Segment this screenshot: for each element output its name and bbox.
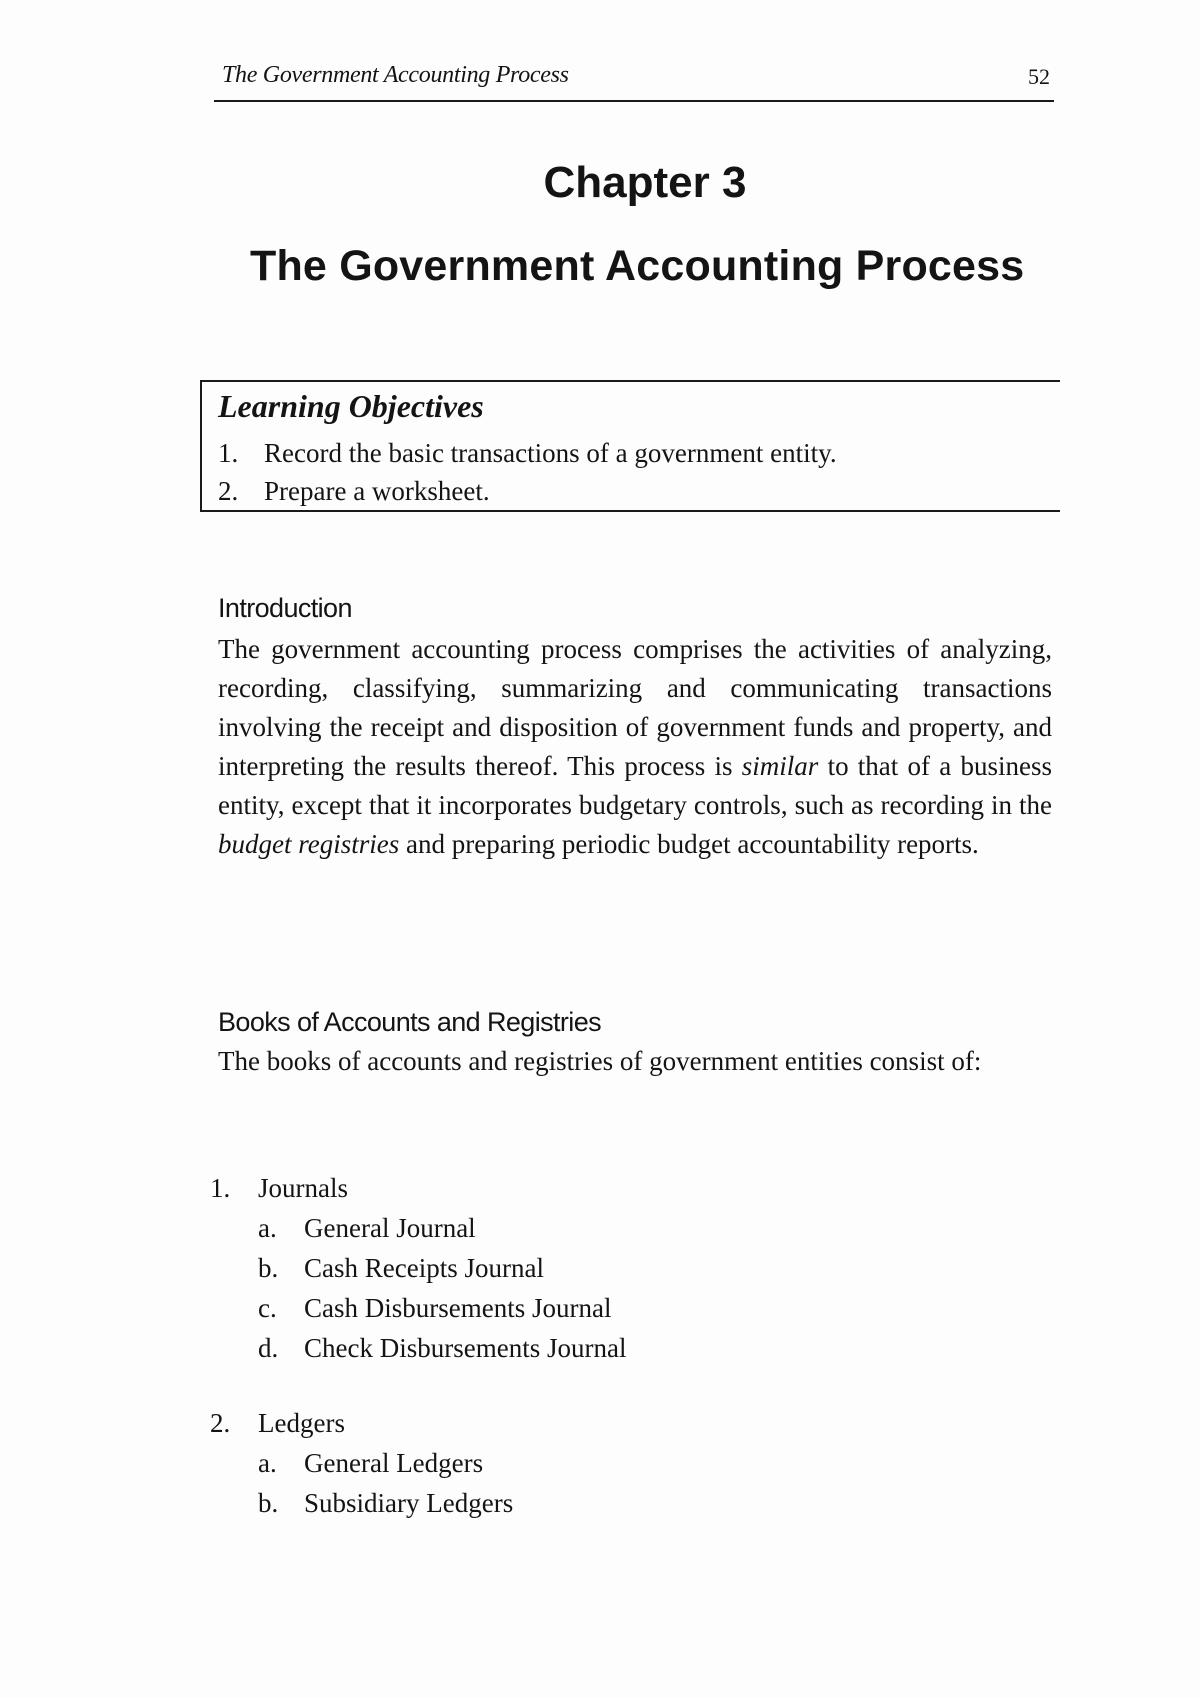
- sub-list-letter: a.: [258, 1448, 277, 1478]
- sub-list-letter: d.: [258, 1333, 279, 1363]
- sub-list-text: General Journal: [304, 1213, 476, 1243]
- introduction-heading: Introduction: [218, 593, 352, 623]
- list-number: 2.: [210, 1408, 231, 1438]
- books-of-accounts-heading: Books of Accounts and Registries: [218, 1007, 602, 1037]
- sub-list-item: [258, 1443, 513, 1483]
- introduction-emphasis: budget registries: [218, 829, 400, 859]
- list-item: [210, 1403, 513, 1523]
- learning-objectives-heading: Learning Objectives: [218, 388, 484, 424]
- objective-number: 1.: [218, 438, 239, 468]
- objective-number: 2.: [218, 476, 239, 506]
- objective-item: [218, 472, 837, 510]
- objective-text: Prepare a worksheet.: [264, 476, 490, 506]
- chapter-title: The Government Accounting Process: [250, 242, 1025, 290]
- introduction-text-part: The government accounting process comprises the activities of analyzing, recording, classifying, summarizing and communicating transactions involving the receipt and disposition of government funds and property, and interpreting the results thereof. This process is: [218, 634, 1052, 781]
- sub-list-item: [258, 1328, 626, 1368]
- sub-list-item: [258, 1208, 626, 1248]
- chapter-label: Chapter 3: [543, 158, 747, 207]
- learning-objectives-list: [218, 434, 837, 510]
- sub-list-letter: b.: [258, 1253, 279, 1283]
- journals-sub-list: [210, 1208, 626, 1368]
- objective-text: Record the basic transactions of a government entity.: [264, 438, 837, 468]
- learning-objectives-box: [200, 380, 1060, 512]
- ledgers-sub-list: [210, 1443, 513, 1523]
- sub-list-letter: c.: [258, 1293, 277, 1323]
- journals-label: [210, 1168, 626, 1208]
- introduction-paragraph: [218, 630, 1052, 864]
- list-item: [210, 1168, 626, 1368]
- running-header: [214, 58, 1054, 102]
- sub-list-text: Subsidiary Ledgers: [304, 1488, 514, 1518]
- ledgers-label: [210, 1403, 513, 1443]
- list-number: 1.: [210, 1173, 231, 1203]
- introduction-text-part: and preparing periodic budget accountability reports.: [399, 829, 979, 859]
- books-of-accounts-paragraph: The books of accounts and registries of government entities consist of:: [218, 1046, 982, 1076]
- sub-list-item: [258, 1288, 626, 1328]
- ledgers-list: [210, 1403, 513, 1523]
- objective-item: [218, 434, 837, 472]
- journals-list: [210, 1168, 626, 1368]
- sub-list-text: Check Disbursements Journal: [304, 1333, 627, 1363]
- introduction-text-part: to that of a business entity, except that it incorporates budgetary controls, such as recording in the: [218, 751, 1052, 820]
- sub-list-text: Cash Disbursements Journal: [304, 1293, 612, 1323]
- sub-list-text: Cash Receipts Journal: [304, 1253, 544, 1283]
- sub-list-item: [258, 1248, 626, 1288]
- page-number: 52: [1028, 64, 1050, 89]
- running-title: The Government Accounting Process: [222, 62, 569, 88]
- introduction-emphasis: similar: [741, 751, 819, 781]
- list-label: Ledgers: [258, 1408, 345, 1438]
- sub-list-letter: a.: [258, 1213, 277, 1243]
- sub-list-letter: b.: [258, 1488, 279, 1518]
- sub-list-item: [258, 1483, 513, 1523]
- sub-list-text: General Ledgers: [304, 1448, 484, 1478]
- list-label: Journals: [258, 1173, 348, 1203]
